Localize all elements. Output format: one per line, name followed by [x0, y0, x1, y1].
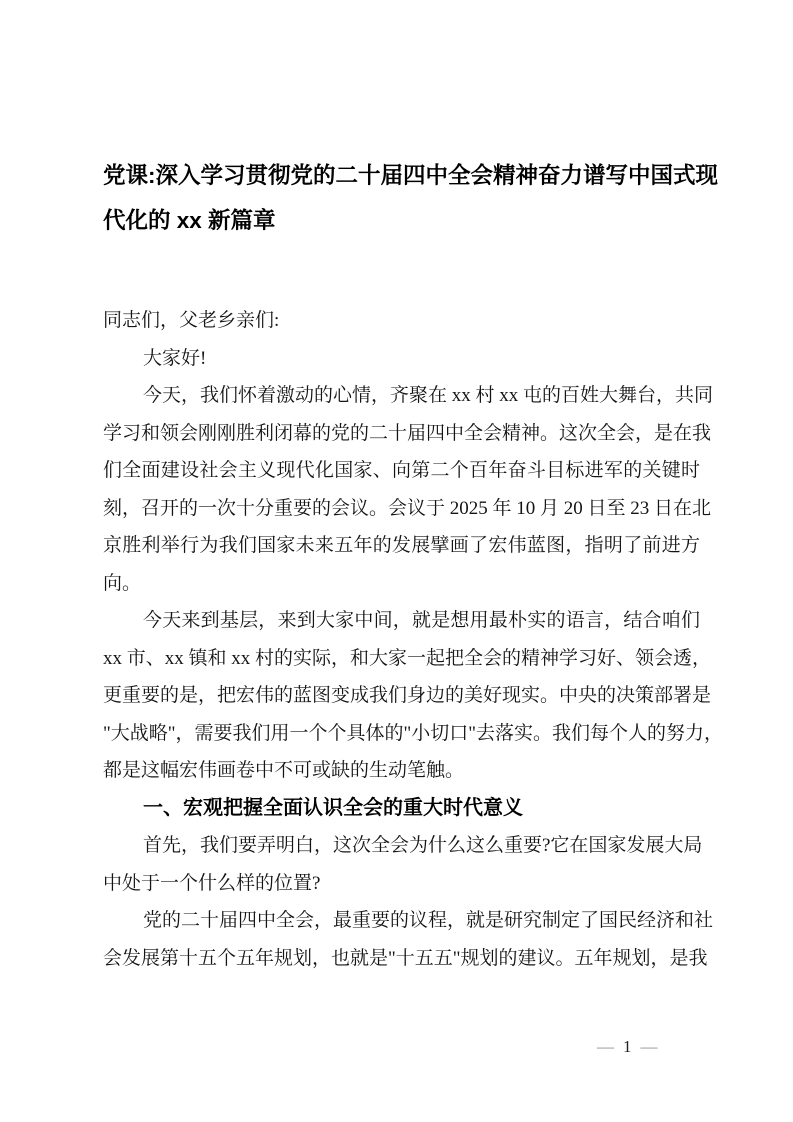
- paragraph: [103, 377, 714, 602]
- text-line: 党课:深入学习贯彻党的二十届四中全会精神奋力谱写中国式现: [103, 163, 718, 188]
- page-number: 1: [623, 1037, 632, 1056]
- paragraph: [103, 602, 724, 790]
- footer-dash-left: —: [597, 1037, 614, 1056]
- salutation: [103, 302, 700, 340]
- text-line: 们全面建设社会主义现代化国家、向第二个百年奋斗目标进军的关键时: [103, 460, 700, 481]
- text-line: 大家好!: [143, 347, 207, 369]
- text-line: xx 市、xx 镇和 xx 村的实际，和大家一起把全会的精神学习好、领会透，: [103, 647, 712, 669]
- text-line: 会发展第十五个五年规划，也就是"十五五"规划的建议。五年规划，是我: [103, 947, 708, 969]
- text-line: "大战略"，需要我们用一个个具体的"小切口"去落实。我们每个人的努力，: [103, 722, 724, 744]
- text-line: 今天，我们怀着激动的心情，齐聚在 xx 村 xx 屯的百姓大舞台，共同: [143, 385, 714, 406]
- text-line: 更重要的是，把宏伟的蓝图变成我们身边的美好现实。中央的决策部署是: [103, 685, 712, 706]
- text-line: 都是这幅宏伟画卷中不可或缺的生动笔触。: [103, 760, 465, 781]
- text-line: 代化的 xx 新篇章: [103, 208, 276, 233]
- section-heading: [103, 790, 700, 828]
- text-line: 学习和领会刚刚胜利闭幕的党的二十届四中全会精神。这次全会，是在我: [103, 422, 712, 444]
- text-line: 京胜利举行为我们国家未来五年的发展擘画了宏伟蓝图，指明了前进方: [103, 535, 700, 556]
- paragraph: [103, 340, 700, 378]
- text-line: 同志们，父老乡亲们:: [103, 310, 280, 331]
- text-line: 中处于一个什么样的位置?: [103, 872, 321, 894]
- text-line: 一、宏观把握全面认识全会的重大时代意义: [143, 796, 523, 819]
- footer-dash-right: —: [640, 1037, 658, 1056]
- paragraph: [103, 902, 714, 977]
- text-line: 党的二十届四中全会，最重要的议程，就是研究制定了国民经济和社: [143, 910, 714, 931]
- page-footer: [597, 1036, 687, 1058]
- text-line: 首先，我们要弄明白，这次全会为什么这么重要?它在国家发展大局: [143, 835, 703, 856]
- text-line: 刻，召开的一次十分重要的会议。会议于 2025 年 10 月 20 日至 23 日在北: [103, 497, 712, 519]
- paragraph: [103, 827, 703, 902]
- document-title: [103, 153, 718, 243]
- text-line: 向。: [103, 572, 142, 594]
- text-line: 今天来到基层，来到大家中间，就是想用最朴实的语言，结合咱们: [143, 610, 700, 631]
- page-content: [103, 0, 724, 977]
- document-body: [103, 153, 724, 977]
